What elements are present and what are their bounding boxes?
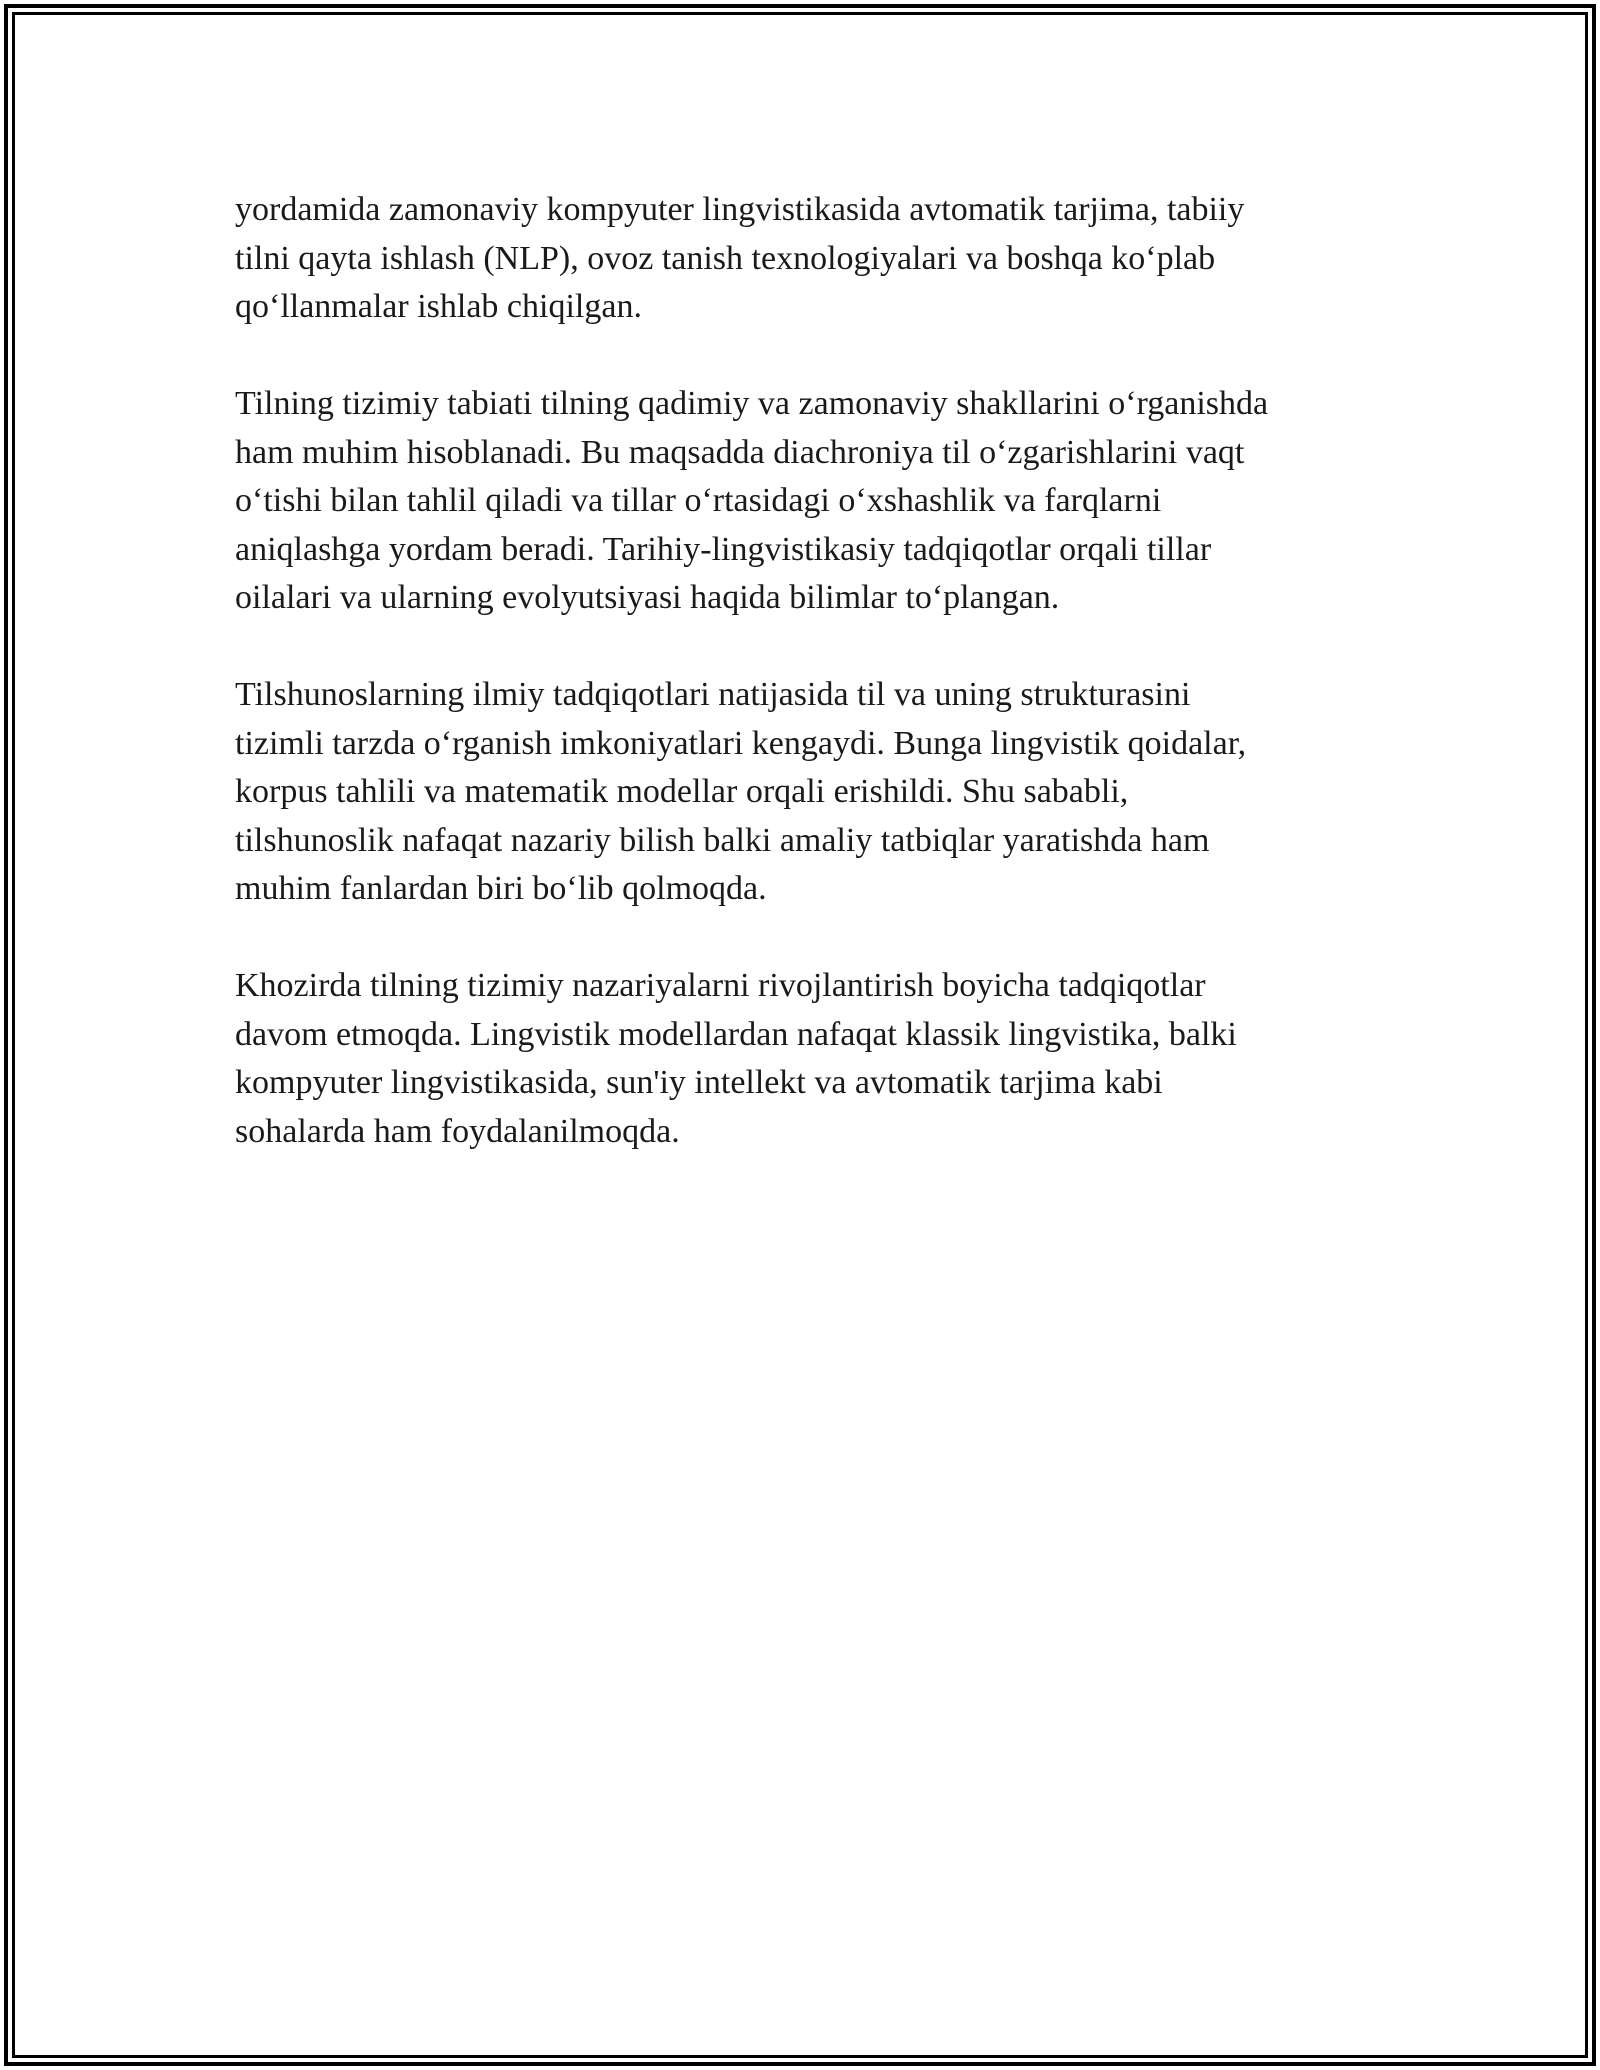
text-line: davom etmoqda. Lingvistik modellardan nafaqat klassik lingvistika, balki (235, 1015, 1237, 1053)
document-body (235, 186, 1365, 1205)
text-line: muhim fanlardan biri bo‘lib qolmoqda. (235, 870, 767, 907)
paragraph-3 (235, 671, 1365, 914)
paragraph-1 (235, 186, 1365, 332)
text-line: o‘tishi bilan tahlil qiladi va tillar o‘rtasidagi o‘xshashlik va farqlarni (235, 482, 1162, 519)
text-line: qo‘llanmalar ishlab chiqilgan. (235, 288, 642, 325)
text-line: tilshunoslik nafaqat nazariy bilish balki amaliy tatbiqlar yaratishda ham (235, 821, 1210, 859)
text-line: aniqlashga yordam beradi. Tarihiy-lingvistikasiy tadqiqotlar orqali tillar (235, 530, 1212, 568)
text-line: tilni qayta ishlash (NLP), ovoz tanish texnologiyalari va boshqa ko‘plab (235, 239, 1216, 277)
text-line: Tilshunoslarning ilmiy tadqiqotlari natijasida til va uning strukturasini (235, 676, 1191, 713)
text-line: ham muhim hisoblanadi. Bu maqsadda diachroniya til o‘zgarishlarini vaqt (235, 433, 1245, 471)
paragraph-2 (235, 380, 1365, 623)
text-line: sohalarda ham foydalanilmoqda. (235, 1112, 680, 1150)
text-line: yordamida zamonaviy kompyuter lingvistikasida avtomatik tarjima, tabiiy (235, 191, 1245, 228)
text-line: Khozirda tilning tizimiy nazariyalarni rivojlantirish boyicha tadqiqotlar (235, 967, 1206, 1004)
text-line: oilalari va ularning evolyutsiyasi haqida bilimlar to‘plangan. (235, 579, 1060, 616)
text-line: Tilning tizimiy tabiati tilning qadimiy va zamonaviy shakllarini o‘rganishda (235, 385, 1269, 422)
text-line: kompyuter lingvistikasida, sun'iy intellekt va avtomatik tarjima kabi (235, 1064, 1163, 1101)
text-line: korpus tahlili va matematik modellar orqali erishildi. Shu sababli, (235, 773, 1129, 810)
text-line: tizimli tarzda o‘rganish imkoniyatlari kengaydi. Bunga lingvistik qoidalar, (235, 724, 1247, 762)
paragraph-4 (235, 962, 1365, 1156)
